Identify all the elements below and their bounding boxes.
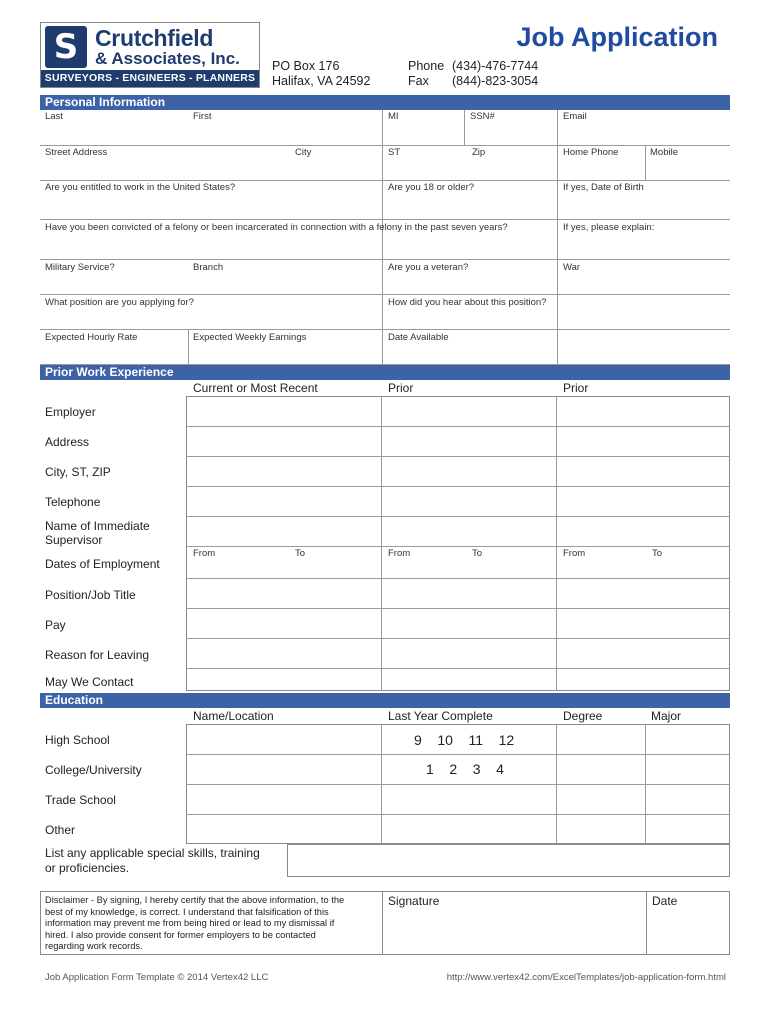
work-eligibility-field[interactable]: Are you entitled to work in the United States? [45, 182, 236, 193]
college-year-3[interactable]: 3 [472, 761, 481, 777]
ssn-field[interactable]: SSN# [470, 111, 495, 122]
to-label-3: To [652, 548, 663, 559]
college-year-1[interactable]: 1 [426, 761, 434, 777]
section-education: Education [40, 693, 730, 708]
branch-field[interactable]: Branch [193, 262, 224, 273]
college-year-options[interactable] [426, 761, 504, 777]
hs-year-12[interactable]: 12 [498, 732, 515, 748]
from-label-3: From [563, 548, 586, 559]
row-other: Other [45, 823, 76, 837]
date-label: Date [652, 894, 678, 908]
row-pay: Pay [45, 618, 66, 632]
mobile-field[interactable]: Mobile [650, 147, 678, 158]
hs-year-11[interactable]: 11 [468, 732, 484, 748]
row-reason-leaving: Reason for Leaving [45, 648, 150, 662]
hourly-rate-field[interactable]: Expected Hourly Rate [45, 332, 138, 343]
date-of-birth-field[interactable]: If yes, Date of Birth [563, 182, 644, 193]
college-year-2[interactable]: 2 [449, 761, 458, 777]
address-line1: PO Box 176 [272, 59, 340, 73]
first-name-field[interactable]: First [193, 111, 212, 122]
from-label-1: From [193, 548, 216, 559]
section-personal-information: Personal Information [40, 95, 730, 110]
company-logo [40, 22, 260, 88]
row-employer: Employer [45, 405, 96, 419]
company-name: Crutchfield [95, 25, 214, 51]
row-supervisor-line2: Supervisor [45, 533, 103, 547]
address-line2: Halifax, VA 24592 [272, 74, 371, 88]
skills-label-line1: List any applicable special skills, training [45, 846, 260, 860]
felony-question-field[interactable]: Have you been convicted of a felony or been incarcerated in connection with a felony in the past seven years? [45, 222, 508, 233]
row-address: Address [45, 435, 90, 449]
company-address [272, 59, 370, 89]
row-college: College/University [45, 763, 142, 777]
page-title: Job Application [516, 22, 718, 52]
signature-date-field[interactable] [646, 891, 730, 955]
disclaimer-text: Disclaimer - By signing, I hereby certify that the above information, to the best of my knowledge, is correct. I understand that falsification of this information may prevent me from being hired or lead to my dismissal if hired. I also provide consent for former employers to be contacted regarding work records. [45, 895, 345, 951]
row-city-st-zip: City, ST, ZIP [45, 465, 111, 479]
to-label-1: To [295, 548, 306, 559]
email-field[interactable]: Email [563, 111, 587, 122]
middle-initial-field[interactable]: MI [388, 111, 399, 122]
military-service-field[interactable]: Military Service? [45, 262, 115, 273]
contact-values [452, 59, 538, 89]
col-current-employer: Current or Most Recent [193, 381, 318, 395]
weekly-earnings-field[interactable]: Expected Weekly Earnings [193, 332, 307, 343]
home-phone-field[interactable]: Home Phone [563, 147, 619, 158]
hs-year-options[interactable] [414, 732, 514, 748]
row-telephone: Telephone [45, 495, 101, 509]
age-18-field[interactable]: Are you 18 or older? [388, 182, 475, 193]
row-dates-of-employment: Dates of Employment [45, 557, 160, 571]
row-position-title: Position/Job Title [45, 588, 136, 602]
fax-value: (844)-823-3054 [452, 74, 539, 88]
fax-label: Fax [408, 74, 429, 88]
work-experience-grid[interactable] [186, 396, 730, 691]
col-prior-employer-1: Prior [388, 381, 414, 395]
hs-year-9[interactable]: 9 [414, 732, 422, 748]
skills-label-line2: or proficiencies. [45, 861, 130, 875]
to-label-2: To [472, 548, 483, 559]
felony-explain-field[interactable]: If yes, please explain: [563, 222, 655, 233]
last-name-field[interactable]: Last [45, 111, 63, 122]
from-label-2: From [388, 548, 411, 559]
row-trade-school: Trade School [45, 793, 116, 807]
zip-field[interactable]: Zip [472, 147, 486, 158]
state-field[interactable]: ST [388, 147, 401, 158]
college-year-4[interactable]: 4 [496, 761, 504, 777]
col-name-location: Name/Location [193, 709, 274, 723]
veteran-field[interactable]: Are you a veteran? [388, 262, 469, 273]
referral-source-field[interactable]: How did you hear about this position? [388, 297, 547, 308]
disclaimer-box [40, 891, 383, 955]
row-supervisor-line1: Name of Immediate [45, 519, 150, 533]
phone-label: Phone [408, 59, 445, 73]
city-field[interactable]: City [295, 147, 312, 158]
footer-url-link[interactable]: http://www.vertex42.com/ExcelTemplates/job-application-form.html [446, 972, 726, 983]
col-prior-employer-2: Prior [563, 381, 589, 395]
skills-input[interactable] [287, 844, 730, 877]
col-degree: Degree [563, 709, 603, 723]
row-may-we-contact: May We Contact [45, 675, 134, 689]
col-last-year-complete: Last Year Complete [388, 709, 493, 723]
signature-field[interactable] [382, 891, 647, 955]
hs-year-10[interactable]: 10 [437, 732, 453, 748]
company-name-suffix: & Associates, Inc. [95, 49, 240, 68]
signature-label: Signature [388, 894, 440, 908]
col-major: Major [651, 709, 682, 723]
position-applying-field[interactable]: What position are you applying for? [45, 297, 194, 308]
footer-copyright: Job Application Form Template © 2014 Vertex42 LLC [45, 972, 269, 983]
street-address-field[interactable]: Street Address [45, 147, 108, 158]
section-prior-work-experience: Prior Work Experience [40, 365, 730, 380]
phone-value: (434)-476-7744 [452, 59, 539, 73]
row-high-school: High School [45, 733, 110, 747]
war-field[interactable]: War [563, 262, 581, 273]
company-tagline: SURVEYORS - ENGINEERS - PLANNERS [41, 70, 259, 87]
date-available-field[interactable]: Date Available [388, 332, 449, 343]
contact-labels [408, 59, 444, 89]
logo-s-icon: S [45, 26, 87, 68]
